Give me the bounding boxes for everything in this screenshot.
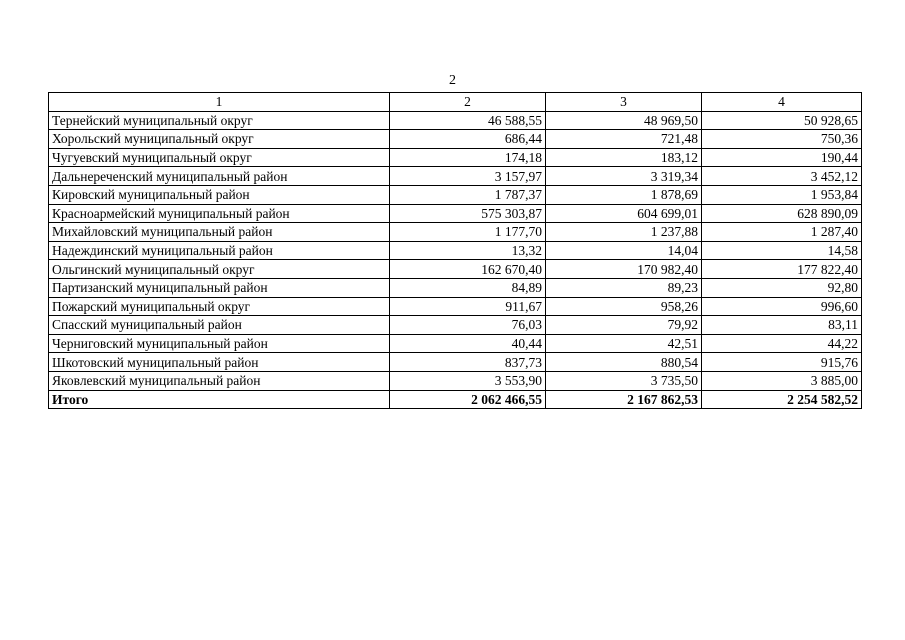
budget-table <box>48 92 862 409</box>
table-row <box>49 260 862 279</box>
table-row <box>49 167 862 186</box>
value-col-3: 3 319,34 <box>546 167 702 186</box>
value-col-4: 50 928,65 <box>702 111 862 130</box>
value-col-3: 14,04 <box>546 241 702 260</box>
table-row <box>49 297 862 316</box>
table-row <box>49 334 862 353</box>
district-name: Шкотовский муниципальный район <box>49 353 390 372</box>
district-name: Кировский муниципальный район <box>49 185 390 204</box>
value-col-2: 84,89 <box>390 278 546 297</box>
value-col-2: 3 157,97 <box>390 167 546 186</box>
value-col-4: 750,36 <box>702 130 862 149</box>
column-header-2: 2 <box>390 93 546 112</box>
district-name: Яковлевский муниципальный район <box>49 371 390 390</box>
value-col-3: 79,92 <box>546 316 702 335</box>
table-row <box>49 241 862 260</box>
district-name: Красноармейский муниципальный район <box>49 204 390 223</box>
value-col-4: 3 452,12 <box>702 167 862 186</box>
table-row <box>49 371 862 390</box>
column-header-4: 4 <box>702 93 862 112</box>
table-row <box>49 353 862 372</box>
column-header-1: 1 <box>49 93 390 112</box>
table-row <box>49 223 862 242</box>
value-col-4: 3 885,00 <box>702 371 862 390</box>
value-col-4: 92,80 <box>702 278 862 297</box>
table-row <box>49 185 862 204</box>
page-number: 2 <box>449 73 456 88</box>
value-col-4: 14,58 <box>702 241 862 260</box>
value-col-2: 686,44 <box>390 130 546 149</box>
value-col-4: 915,76 <box>702 353 862 372</box>
district-name: Хорольский муниципальный округ <box>49 130 390 149</box>
table-body <box>49 111 862 390</box>
value-col-3: 183,12 <box>546 148 702 167</box>
table-row <box>49 111 862 130</box>
total-label: Итого <box>49 390 390 409</box>
total-value-4: 2 254 582,52 <box>702 390 862 409</box>
district-name: Надеждинский муниципальный район <box>49 241 390 260</box>
value-col-4: 1 287,40 <box>702 223 862 242</box>
value-col-2: 76,03 <box>390 316 546 335</box>
value-col-2: 1 787,37 <box>390 185 546 204</box>
value-col-4: 177 822,40 <box>702 260 862 279</box>
district-name: Черниговский муниципальный район <box>49 334 390 353</box>
district-name: Ольгинский муниципальный округ <box>49 260 390 279</box>
value-col-4: 44,22 <box>702 334 862 353</box>
value-col-2: 3 553,90 <box>390 371 546 390</box>
value-col-2: 837,73 <box>390 353 546 372</box>
value-col-3: 1 237,88 <box>546 223 702 242</box>
table-row <box>49 130 862 149</box>
district-name: Пожарский муниципальный округ <box>49 297 390 316</box>
table-row <box>49 278 862 297</box>
district-name: Спасский муниципальный район <box>49 316 390 335</box>
value-col-2: 575 303,87 <box>390 204 546 223</box>
value-col-2: 40,44 <box>390 334 546 353</box>
district-name: Михайловский муниципальный район <box>49 223 390 242</box>
value-col-3: 1 878,69 <box>546 185 702 204</box>
value-col-3: 170 982,40 <box>546 260 702 279</box>
district-name: Тернейский муниципальный округ <box>49 111 390 130</box>
table-row <box>49 204 862 223</box>
value-col-4: 83,11 <box>702 316 862 335</box>
value-col-4: 996,60 <box>702 297 862 316</box>
value-col-3: 880,54 <box>546 353 702 372</box>
value-col-4: 628 890,09 <box>702 204 862 223</box>
value-col-3: 958,26 <box>546 297 702 316</box>
table-row <box>49 316 862 335</box>
table-row <box>49 148 862 167</box>
total-row <box>49 390 862 409</box>
value-col-3: 89,23 <box>546 278 702 297</box>
column-header-3: 3 <box>546 93 702 112</box>
table-header-row <box>49 93 862 112</box>
value-col-3: 604 699,01 <box>546 204 702 223</box>
value-col-2: 174,18 <box>390 148 546 167</box>
value-col-3: 48 969,50 <box>546 111 702 130</box>
value-col-2: 46 588,55 <box>390 111 546 130</box>
value-col-3: 42,51 <box>546 334 702 353</box>
value-col-4: 1 953,84 <box>702 185 862 204</box>
value-col-2: 911,67 <box>390 297 546 316</box>
district-name: Дальнереченский муниципальный район <box>49 167 390 186</box>
value-col-2: 13,32 <box>390 241 546 260</box>
value-col-3: 721,48 <box>546 130 702 149</box>
value-col-4: 190,44 <box>702 148 862 167</box>
total-value-3: 2 167 862,53 <box>546 390 702 409</box>
district-name: Партизанский муниципальный район <box>49 278 390 297</box>
value-col-3: 3 735,50 <box>546 371 702 390</box>
value-col-2: 1 177,70 <box>390 223 546 242</box>
total-value-2: 2 062 466,55 <box>390 390 546 409</box>
district-name: Чугуевский муниципальный округ <box>49 148 390 167</box>
value-col-2: 162 670,40 <box>390 260 546 279</box>
